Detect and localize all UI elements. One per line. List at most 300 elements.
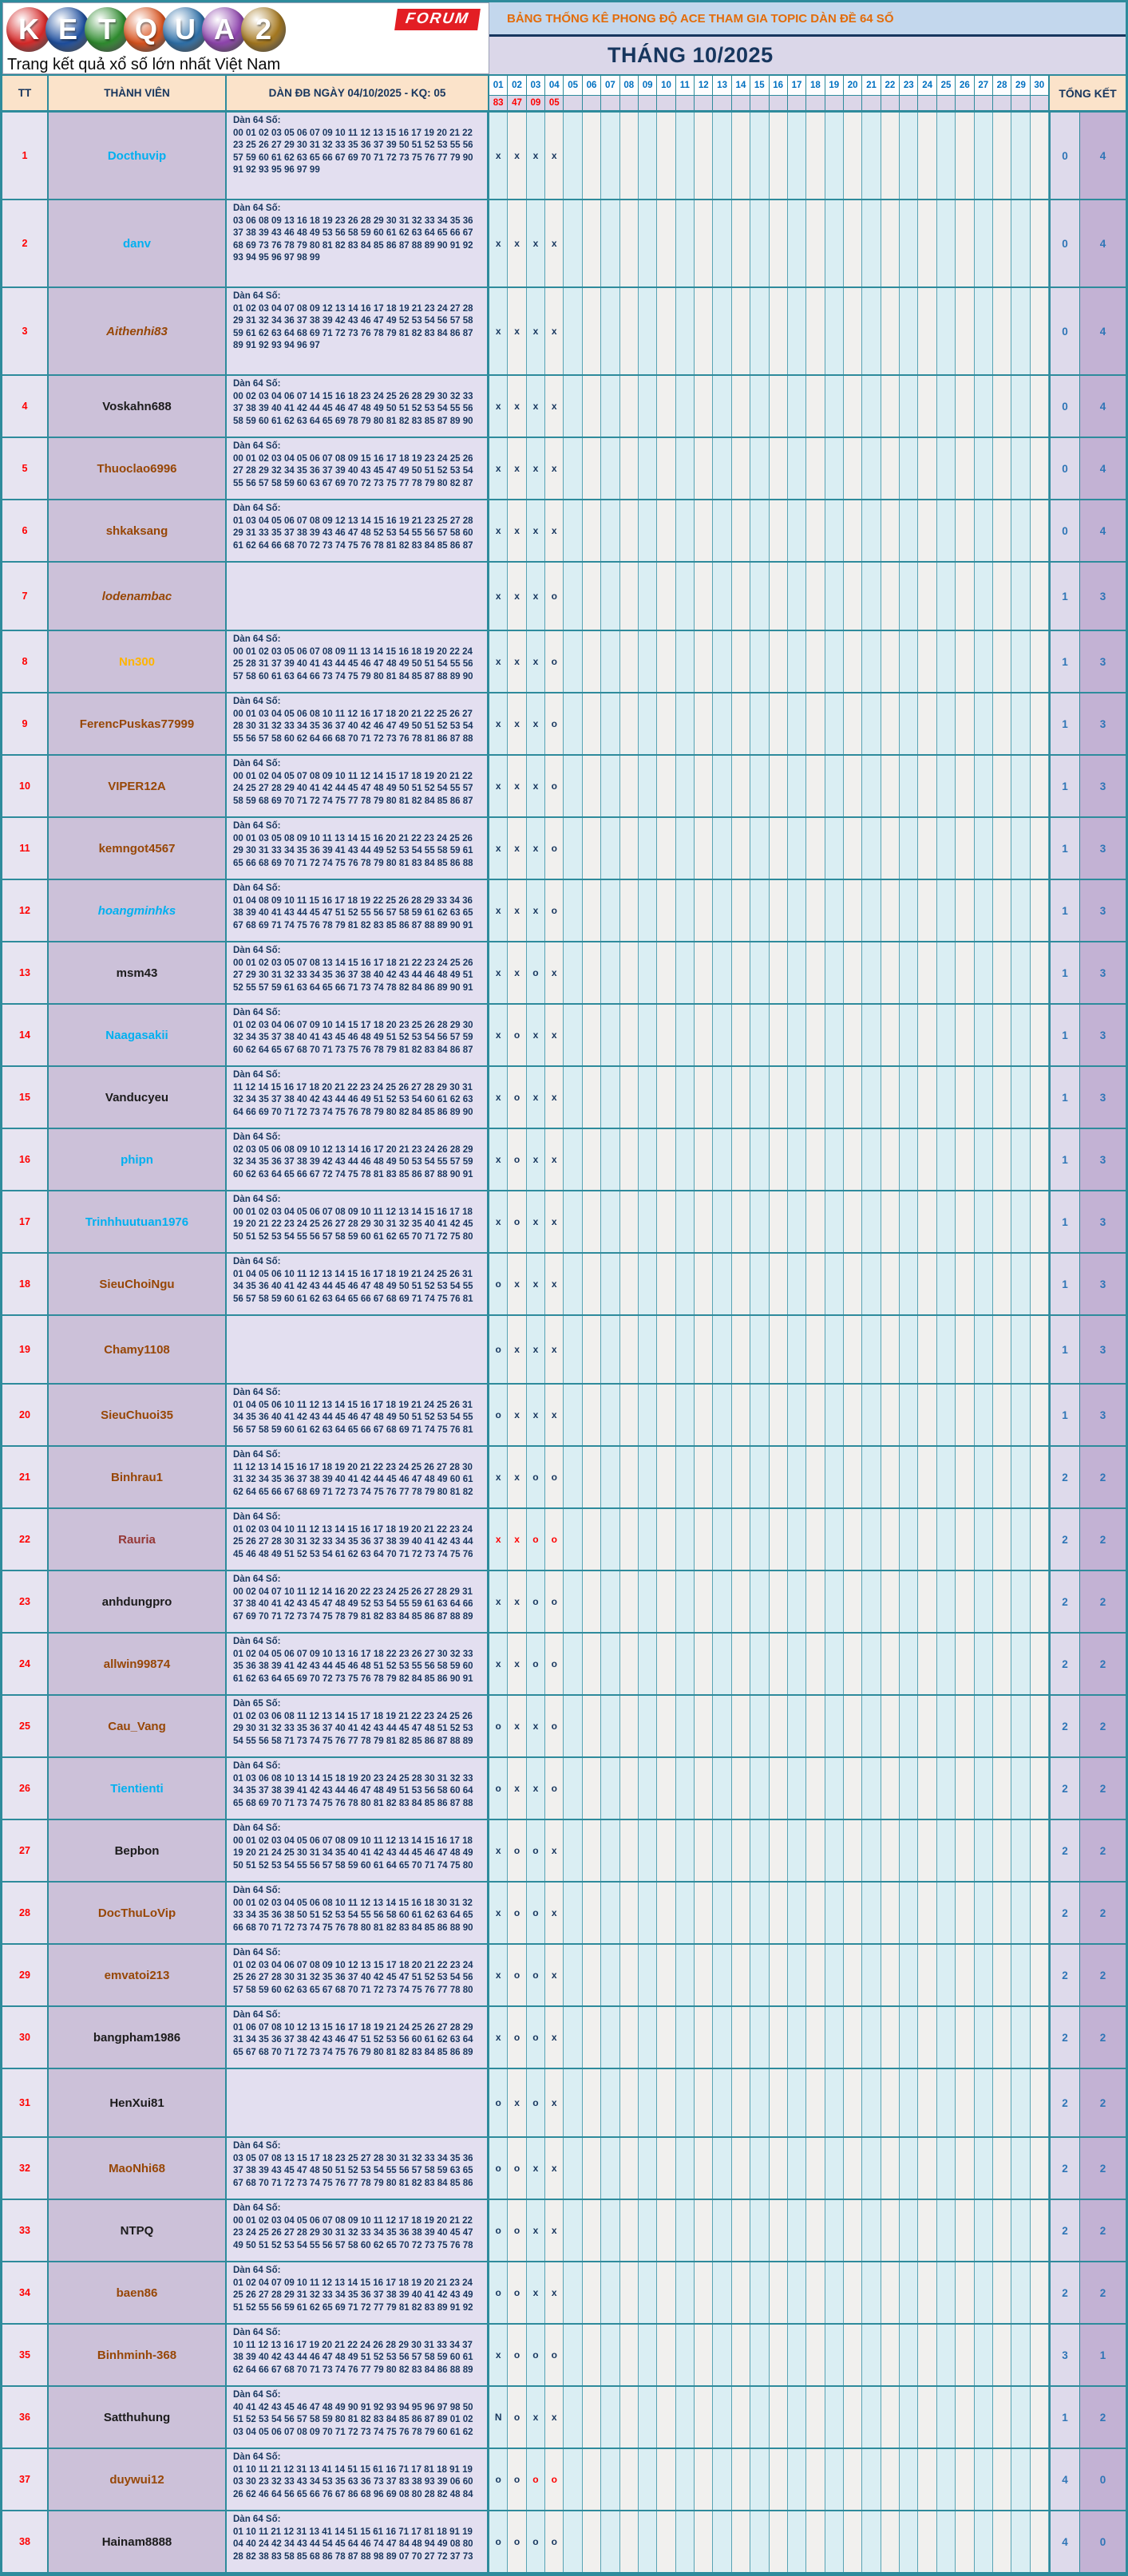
mark-cell-day-19 [825, 2069, 844, 2136]
mark-cell-day-05 [564, 2138, 582, 2199]
mark-cell-day-25 [937, 2138, 956, 2199]
mark-cell-day-12 [695, 1634, 713, 1694]
mark-cell-day-06 [583, 631, 601, 692]
mark-cell-day-12 [695, 1191, 713, 1252]
numbers-line: 61 62 63 64 65 69 70 72 73 75 76 78 79 82 84 85 86 90 91 [233, 1673, 473, 1684]
total-miss-count: 1 [1049, 1067, 1079, 1128]
member-name: Voskahn688 [49, 376, 227, 437]
mark-cell-day-10 [657, 1945, 675, 2005]
mark-cell-day-17 [788, 1129, 806, 1190]
mark-cell-day-09 [639, 2511, 657, 2572]
mark-cell-day-15 [750, 1447, 769, 1507]
row-index: 18 [2, 1254, 49, 1314]
mark-cell-day-19 [825, 2511, 844, 2572]
day-column-09 [639, 76, 657, 110]
mark-cell-day-29 [1011, 942, 1030, 1003]
numbers-line: 02 03 05 06 08 09 10 12 13 14 16 17 20 21 23 24 26 28 29 [233, 1144, 473, 1155]
member-name: baen86 [49, 2262, 227, 2323]
numbers-cell [227, 2387, 489, 2448]
mark-cell-day-05 [564, 2262, 582, 2323]
numbers-line: 57 59 60 61 62 63 65 66 67 69 70 71 72 73 75 76 77 79 90 [233, 152, 473, 163]
mark-cell-day-03: o [527, 2449, 545, 2510]
day-marks [489, 631, 1049, 692]
day-column-30 [1031, 76, 1049, 110]
day-label: 21 [862, 76, 880, 96]
mark-cell-day-23 [900, 438, 918, 499]
mark-cell-day-18 [806, 2200, 825, 2261]
numbers-cell [227, 2007, 489, 2068]
mark-cell-day-17 [788, 2325, 806, 2385]
day-label: 27 [975, 76, 992, 96]
mark-cell-day-03: x [527, 2262, 545, 2323]
mark-cell-day-14 [732, 2387, 750, 2448]
mark-cell-day-20 [844, 2138, 862, 2199]
mark-cell-day-29 [1011, 1571, 1030, 1632]
mark-cell-day-28 [993, 1571, 1011, 1632]
mark-cell-day-16 [770, 376, 788, 437]
mark-cell-day-17 [788, 1696, 806, 1756]
header-tt: TT [2, 76, 49, 110]
mark-cell-day-01: x [489, 563, 508, 630]
mark-cell-day-18 [806, 1883, 825, 1943]
mark-cell-day-30 [1031, 1696, 1049, 1756]
mark-cell-day-08 [620, 631, 639, 692]
mark-cell-day-10 [657, 2387, 675, 2448]
mark-cell-day-28 [993, 1129, 1011, 1190]
total-hit-count: 3 [1079, 1254, 1126, 1314]
mark-cell-day-04: o [545, 818, 564, 879]
mark-cell-day-10 [657, 1447, 675, 1507]
mark-cell-day-09 [639, 438, 657, 499]
mark-cell-day-06 [583, 2325, 601, 2385]
mark-cell-day-21 [862, 1254, 881, 1314]
mark-cell-day-28 [993, 1696, 1011, 1756]
mark-cell-day-11 [676, 1571, 695, 1632]
day-result [806, 96, 824, 110]
mark-cell-day-05 [564, 2511, 582, 2572]
mark-cell-day-11 [676, 2138, 695, 2199]
mark-cell-day-09 [639, 1883, 657, 1943]
total-miss-count: 0 [1049, 438, 1079, 499]
mark-cell-day-07 [601, 2138, 619, 2199]
mark-cell-day-14 [732, 563, 750, 630]
mark-cell-day-28 [993, 942, 1011, 1003]
mark-cell-day-28 [993, 1385, 1011, 1445]
row-index: 16 [2, 1129, 49, 1190]
mark-cell-day-22 [881, 2007, 900, 2068]
mark-cell-day-17 [788, 1634, 806, 1694]
day-column-29 [1011, 76, 1030, 110]
header-member: THÀNH VIÊN [49, 76, 227, 110]
day-label: 11 [676, 76, 694, 96]
mark-cell-day-12 [695, 1758, 713, 1819]
mark-cell-day-08 [620, 1191, 639, 1252]
total-miss-count: 2 [1049, 1509, 1079, 1570]
mark-cell-day-22 [881, 1191, 900, 1252]
mark-cell-day-06 [583, 1254, 601, 1314]
mark-cell-day-03: o [527, 2511, 545, 2572]
mark-cell-day-28 [993, 756, 1011, 816]
mark-cell-day-25 [937, 2007, 956, 2068]
mark-cell-day-28 [993, 1509, 1011, 1570]
mark-cell-day-19 [825, 818, 844, 879]
mark-cell-day-24 [918, 1883, 936, 1943]
mark-cell-day-07 [601, 880, 619, 941]
mark-cell-day-30 [1031, 2007, 1049, 2068]
mark-cell-day-26 [956, 1883, 974, 1943]
mark-cell-day-18 [806, 1447, 825, 1507]
mark-cell-day-23 [900, 2007, 918, 2068]
mark-cell-day-01: x [489, 1447, 508, 1507]
mark-cell-day-04: x [545, 1191, 564, 1252]
numbers-label: Dàn 64 Số: [233, 504, 281, 513]
mark-cell-day-15 [750, 756, 769, 816]
mark-cell-day-14 [732, 1696, 750, 1756]
mark-cell-day-02: o [508, 1067, 526, 1128]
mark-cell-day-08 [620, 1067, 639, 1128]
mark-cell-day-11 [676, 1696, 695, 1756]
mark-cell-day-08 [620, 1129, 639, 1190]
mark-cell-day-25 [937, 756, 956, 816]
mark-cell-day-07 [601, 2449, 619, 2510]
mark-cell-day-09 [639, 2387, 657, 2448]
mark-cell-day-17 [788, 1447, 806, 1507]
mark-cell-day-23 [900, 1067, 918, 1128]
mark-cell-day-02: x [508, 1385, 526, 1445]
mark-cell-day-19 [825, 1316, 844, 1383]
mark-cell-day-10 [657, 942, 675, 1003]
day-column-16 [770, 76, 788, 110]
mark-cell-day-12 [695, 438, 713, 499]
mark-cell-day-09 [639, 1696, 657, 1756]
mark-cell-day-20 [844, 818, 862, 879]
mark-cell-day-20 [844, 1129, 862, 1190]
day-result [564, 96, 581, 110]
numbers-cell [227, 1385, 489, 1445]
day-marks [489, 1883, 1049, 1943]
mark-cell-day-09 [639, 200, 657, 286]
mark-cell-day-12 [695, 2138, 713, 2199]
numbers-line: 00 02 03 04 06 07 14 15 16 18 23 24 25 26 28 29 30 32 33 [233, 391, 473, 401]
mark-cell-day-05 [564, 1634, 582, 1694]
mark-cell-day-09 [639, 2007, 657, 2068]
mark-cell-day-25 [937, 1447, 956, 1507]
row-index: 27 [2, 1820, 49, 1881]
mark-cell-day-14 [732, 1129, 750, 1190]
mark-cell-day-09 [639, 1254, 657, 1314]
mark-cell-day-25 [937, 1883, 956, 1943]
day-label: 02 [508, 76, 525, 96]
logo-letter-t-icon: T [85, 7, 129, 52]
total-miss-count: 2 [1049, 1634, 1079, 1694]
mark-cell-day-30 [1031, 1129, 1049, 1190]
mark-cell-day-26 [956, 880, 974, 941]
mark-cell-day-23 [900, 1634, 918, 1694]
mark-cell-day-08 [620, 1447, 639, 1507]
banner-title: BẢNG THỐNG KÊ PHONG ĐỘ ACE THAM GIA TOPIC DÀN ĐỀ 64 SỐ [489, 2, 1126, 37]
mark-cell-day-24 [918, 1945, 936, 2005]
mark-cell-day-23 [900, 1316, 918, 1383]
mark-cell-day-18 [806, 2007, 825, 2068]
mark-cell-day-25 [937, 1696, 956, 1756]
mark-cell-day-10 [657, 1005, 675, 1065]
numbers-label: Dàn 64 Số: [233, 2010, 281, 2020]
numbers-label: Dàn 64 Số: [233, 1823, 281, 1833]
mark-cell-day-22 [881, 2387, 900, 2448]
mark-cell-day-04: o [545, 2511, 564, 2572]
numbers-cell [227, 1758, 489, 1819]
row-index: 35 [2, 2325, 49, 2385]
numbers-line: 37 38 39 43 46 48 49 53 56 58 59 60 61 62 63 64 65 66 67 [233, 228, 473, 238]
mark-cell-day-12 [695, 2325, 713, 2385]
mark-cell-day-26 [956, 1634, 974, 1694]
day-label: 30 [1031, 76, 1048, 96]
mark-cell-day-14 [732, 2511, 750, 2572]
member-row [2, 2138, 1126, 2200]
numbers-line: 57 58 60 61 63 64 66 73 74 75 79 80 81 84 85 87 88 89 90 [233, 671, 473, 682]
mark-cell-day-10 [657, 1316, 675, 1383]
mark-cell-day-04: o [545, 1509, 564, 1570]
mark-cell-day-27 [975, 756, 993, 816]
mark-cell-day-15 [750, 376, 769, 437]
total-miss-count: 2 [1049, 2262, 1079, 2323]
mark-cell-day-12 [695, 376, 713, 437]
mark-cell-day-22 [881, 1571, 900, 1632]
mark-cell-day-19 [825, 880, 844, 941]
mark-cell-day-20 [844, 563, 862, 630]
mark-cell-day-03: x [527, 1067, 545, 1128]
mark-cell-day-14 [732, 942, 750, 1003]
member-row [2, 1067, 1126, 1129]
total-miss-count: 2 [1049, 2007, 1079, 2068]
mark-cell-day-17 [788, 1883, 806, 1943]
numbers-label: Dàn 64 Số: [233, 946, 281, 955]
mark-cell-day-14 [732, 200, 750, 286]
mark-cell-day-20 [844, 1254, 862, 1314]
mark-cell-day-23 [900, 200, 918, 286]
mark-cell-day-29 [1011, 1883, 1030, 1943]
mark-cell-day-03: o [527, 1945, 545, 2005]
numbers-cell [227, 631, 489, 692]
numbers-label: Dàn 64 Số: [233, 2390, 281, 2400]
total-hit-count: 4 [1079, 376, 1126, 437]
total-hit-count: 2 [1079, 1883, 1126, 1943]
mark-cell-day-29 [1011, 1696, 1030, 1756]
mark-cell-day-16 [770, 113, 788, 199]
mark-cell-day-06 [583, 1945, 601, 2005]
mark-cell-day-01: o [489, 1696, 508, 1756]
mark-cell-day-07 [601, 756, 619, 816]
mark-cell-day-02: x [508, 1571, 526, 1632]
mark-cell-day-15 [750, 1191, 769, 1252]
mark-cell-day-26 [956, 2511, 974, 2572]
mark-cell-day-06 [583, 2138, 601, 2199]
mark-cell-day-02: o [508, 2511, 526, 2572]
mark-cell-day-09 [639, 1820, 657, 1881]
mark-cell-day-28 [993, 500, 1011, 561]
mark-cell-day-21 [862, 2200, 881, 2261]
mark-cell-day-02: o [508, 1820, 526, 1881]
mark-cell-day-29 [1011, 1191, 1030, 1252]
mark-cell-day-25 [937, 376, 956, 437]
numbers-label: Dàn 64 Số: [233, 2515, 281, 2524]
mark-cell-day-26 [956, 438, 974, 499]
mark-cell-day-02: o [508, 2325, 526, 2385]
mark-cell-day-26 [956, 2138, 974, 2199]
mark-cell-day-12 [695, 1067, 713, 1128]
row-index: 5 [2, 438, 49, 499]
logo-letter-k-icon: K [6, 7, 51, 52]
numbers-line: 58 59 60 61 62 63 64 65 69 78 79 80 81 82 83 85 87 89 90 [233, 416, 473, 426]
mark-cell-day-01: o [489, 2449, 508, 2510]
mark-cell-day-25 [937, 1634, 956, 1694]
logo-tagline: Trang kết quả xổ số lớn nhất Việt Nam [7, 56, 281, 73]
mark-cell-day-04: x [545, 2262, 564, 2323]
mark-cell-day-09 [639, 1005, 657, 1065]
mark-cell-day-15 [750, 1129, 769, 1190]
mark-cell-day-17 [788, 2449, 806, 2510]
mark-cell-day-12 [695, 2007, 713, 2068]
mark-cell-day-20 [844, 1447, 862, 1507]
mark-cell-day-22 [881, 563, 900, 630]
mark-cell-day-24 [918, 1316, 936, 1383]
mark-cell-day-05 [564, 200, 582, 286]
mark-cell-day-13 [713, 1316, 731, 1383]
mark-cell-day-28 [993, 200, 1011, 286]
mark-cell-day-16 [770, 1509, 788, 1570]
numbers-line: 49 50 51 52 53 54 55 56 57 58 60 62 65 70 72 73 75 76 78 [233, 2240, 473, 2250]
mark-cell-day-04: o [545, 880, 564, 941]
mark-cell-day-11 [676, 2262, 695, 2323]
mark-cell-day-25 [937, 563, 956, 630]
mark-cell-day-12 [695, 1005, 713, 1065]
mark-cell-day-11 [676, 563, 695, 630]
numbers-line: 19 20 21 24 25 30 31 34 35 40 41 42 43 44 45 46 47 48 49 [233, 1848, 473, 1858]
mark-cell-day-12 [695, 113, 713, 199]
mark-cell-day-11 [676, 500, 695, 561]
mark-cell-day-24 [918, 756, 936, 816]
mark-cell-day-10 [657, 818, 675, 879]
mark-cell-day-16 [770, 1696, 788, 1756]
mark-cell-day-28 [993, 693, 1011, 754]
mark-cell-day-27 [975, 1316, 993, 1383]
mark-cell-day-09 [639, 818, 657, 879]
mark-cell-day-23 [900, 1385, 918, 1445]
mark-cell-day-13 [713, 693, 731, 754]
mark-cell-day-02: x [508, 500, 526, 561]
mark-cell-day-30 [1031, 1316, 1049, 1383]
mark-cell-day-12 [695, 2200, 713, 2261]
mark-cell-day-06 [583, 438, 601, 499]
numbers-label: Dàn 64 Số: [233, 2266, 281, 2275]
member-row [2, 113, 1126, 200]
mark-cell-day-29 [1011, 2069, 1030, 2136]
numbers-line: 01 02 04 07 09 10 11 12 13 14 15 16 17 18 19 20 21 23 24 [233, 2278, 473, 2288]
total-miss-count: 2 [1049, 1447, 1079, 1507]
member-name: NTPQ [49, 2200, 227, 2261]
member-row [2, 756, 1126, 818]
mark-cell-day-10 [657, 200, 675, 286]
row-index: 11 [2, 818, 49, 879]
mark-cell-day-04: x [545, 2007, 564, 2068]
mark-cell-day-30 [1031, 1571, 1049, 1632]
mark-cell-day-26 [956, 1316, 974, 1383]
mark-cell-day-14 [732, 1067, 750, 1128]
mark-cell-day-13 [713, 2387, 731, 2448]
mark-cell-day-27 [975, 1945, 993, 2005]
total-hit-count: 4 [1079, 200, 1126, 286]
mark-cell-day-09 [639, 1191, 657, 1252]
mark-cell-day-08 [620, 880, 639, 941]
mark-cell-day-25 [937, 438, 956, 499]
row-index: 9 [2, 693, 49, 754]
mark-cell-day-15 [750, 2007, 769, 2068]
logo-letter-a-icon: A [202, 7, 247, 52]
mark-cell-day-27 [975, 2262, 993, 2323]
mark-cell-day-25 [937, 2325, 956, 2385]
mark-cell-day-23 [900, 1571, 918, 1632]
total-hit-count: 2 [1079, 2387, 1126, 2448]
mark-cell-day-30 [1031, 1067, 1049, 1128]
day-column-11 [676, 76, 695, 110]
mark-cell-day-04: x [545, 2069, 564, 2136]
mark-cell-day-17 [788, 500, 806, 561]
day-result [1011, 96, 1029, 110]
mark-cell-day-24 [918, 1005, 936, 1065]
mark-cell-day-21 [862, 438, 881, 499]
mark-cell-day-30 [1031, 1005, 1049, 1065]
mark-cell-day-01: x [489, 631, 508, 692]
mark-cell-day-11 [676, 693, 695, 754]
mark-cell-day-04: x [545, 113, 564, 199]
numbers-label: Dàn 64 Số: [233, 1637, 281, 1646]
mark-cell-day-27 [975, 2007, 993, 2068]
mark-cell-day-28 [993, 2262, 1011, 2323]
mark-cell-day-08 [620, 2511, 639, 2572]
row-index: 4 [2, 376, 49, 437]
mark-cell-day-30 [1031, 288, 1049, 374]
numbers-label: Dàn 64 Số: [233, 1948, 281, 1958]
mark-cell-day-06 [583, 1634, 601, 1694]
day-label: 07 [601, 76, 619, 96]
mark-cell-day-15 [750, 288, 769, 374]
total-miss-count: 0 [1049, 200, 1079, 286]
mark-cell-day-05 [564, 2069, 582, 2136]
mark-cell-day-13 [713, 500, 731, 561]
mark-cell-day-03: o [527, 1634, 545, 1694]
day-label: 16 [770, 76, 787, 96]
numbers-label: Dàn 64 Số: [233, 1574, 281, 1584]
numbers-line: 23 25 26 27 29 30 31 32 33 35 36 37 39 50 51 52 53 55 56 [233, 140, 473, 150]
mark-cell-day-12 [695, 1820, 713, 1881]
numbers-line: 65 67 68 70 71 72 73 74 75 76 79 80 81 82 83 84 85 86 89 [233, 2047, 473, 2057]
numbers-line: 00 01 02 03 04 05 06 07 08 09 10 11 12 17 18 19 20 21 22 [233, 2215, 473, 2226]
mark-cell-day-13 [713, 1005, 731, 1065]
mark-cell-day-16 [770, 288, 788, 374]
mark-cell-day-27 [975, 500, 993, 561]
mark-cell-day-22 [881, 2449, 900, 2510]
day-label: 12 [695, 76, 712, 96]
day-result [770, 96, 787, 110]
numbers-cell [227, 500, 489, 561]
top-header [2, 2, 1126, 74]
mark-cell-day-11 [676, 2069, 695, 2136]
mark-cell-day-01: x [489, 1945, 508, 2005]
mark-cell-day-20 [844, 2449, 862, 2510]
numbers-label: Dàn 64 Số: [233, 1388, 281, 1397]
mark-cell-day-20 [844, 1820, 862, 1881]
mark-cell-day-16 [770, 1385, 788, 1445]
